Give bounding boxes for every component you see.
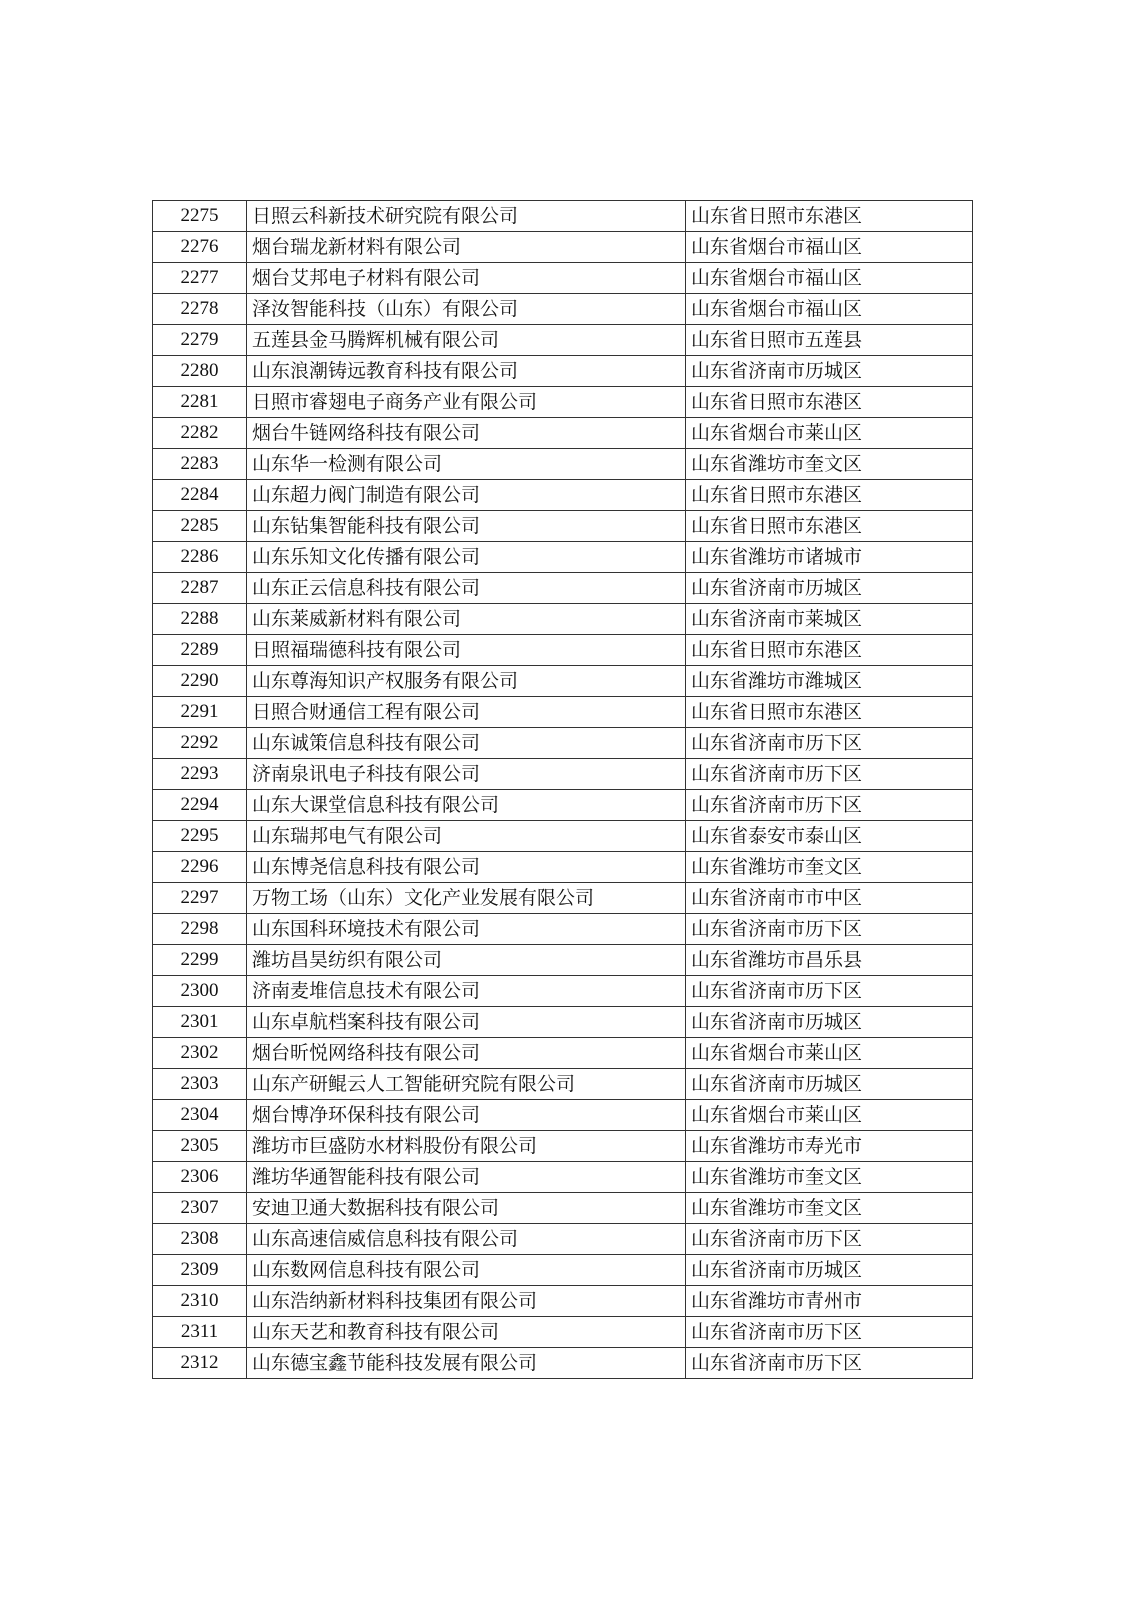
row-number-cell: 2279: [153, 325, 247, 356]
table-row: [153, 1286, 973, 1317]
company-name-cell: 山东天艺和教育科技有限公司: [247, 1317, 686, 1348]
location-cell: 山东省烟台市福山区: [686, 263, 973, 294]
row-number-cell: 2288: [153, 604, 247, 635]
company-name-cell: 万物工场（山东）文化产业发展有限公司: [247, 883, 686, 914]
company-name-cell: 烟台艾邦电子材料有限公司: [247, 263, 686, 294]
row-number-cell: 2286: [153, 542, 247, 573]
location-cell: 山东省日照市东港区: [686, 387, 973, 418]
row-number-cell: 2310: [153, 1286, 247, 1317]
row-number-cell: 2301: [153, 1007, 247, 1038]
company-name-cell: 潍坊华通智能科技有限公司: [247, 1162, 686, 1193]
company-name-cell: 山东德宝鑫节能科技发展有限公司: [247, 1348, 686, 1379]
company-name-cell: 五莲县金马腾辉机械有限公司: [247, 325, 686, 356]
table-row: [153, 387, 973, 418]
company-name-cell: 山东华一检测有限公司: [247, 449, 686, 480]
location-cell: 山东省潍坊市潍城区: [686, 666, 973, 697]
location-cell: 山东省潍坊市青州市: [686, 1286, 973, 1317]
company-name-cell: 山东瑞邦电气有限公司: [247, 821, 686, 852]
table-row: [153, 1007, 973, 1038]
location-cell: 山东省潍坊市奎文区: [686, 852, 973, 883]
location-cell: 山东省烟台市莱山区: [686, 1100, 973, 1131]
location-cell: 山东省济南市历城区: [686, 1007, 973, 1038]
location-cell: 山东省济南市历下区: [686, 728, 973, 759]
table-row: [153, 542, 973, 573]
table-row: [153, 759, 973, 790]
table-row: [153, 1131, 973, 1162]
company-name-cell: 安迪卫通大数据科技有限公司: [247, 1193, 686, 1224]
row-number-cell: 2299: [153, 945, 247, 976]
location-cell: 山东省烟台市福山区: [686, 232, 973, 263]
table-row: [153, 635, 973, 666]
row-number-cell: 2302: [153, 1038, 247, 1069]
table-row: [153, 1348, 973, 1379]
company-name-cell: 日照福瑞德科技有限公司: [247, 635, 686, 666]
company-name-cell: 山东博尧信息科技有限公司: [247, 852, 686, 883]
location-cell: 山东省日照市东港区: [686, 201, 973, 232]
location-cell: 山东省济南市历下区: [686, 790, 973, 821]
table-row: [153, 976, 973, 1007]
row-number-cell: 2282: [153, 418, 247, 449]
row-number-cell: 2277: [153, 263, 247, 294]
location-cell: 山东省日照市东港区: [686, 697, 973, 728]
row-number-cell: 2308: [153, 1224, 247, 1255]
company-name-cell: 烟台昕悦网络科技有限公司: [247, 1038, 686, 1069]
table-row: [153, 790, 973, 821]
company-name-cell: 山东正云信息科技有限公司: [247, 573, 686, 604]
row-number-cell: 2311: [153, 1317, 247, 1348]
company-name-cell: 泽汝智能科技（山东）有限公司: [247, 294, 686, 325]
table-row: [153, 1193, 973, 1224]
table-row: [153, 1038, 973, 1069]
row-number-cell: 2307: [153, 1193, 247, 1224]
table-row: [153, 356, 973, 387]
table-row: [153, 232, 973, 263]
table-row: [153, 418, 973, 449]
location-cell: 山东省潍坊市寿光市: [686, 1131, 973, 1162]
location-cell: 山东省烟台市莱山区: [686, 418, 973, 449]
row-number-cell: 2312: [153, 1348, 247, 1379]
company-name-cell: 潍坊市巨盛防水材料股份有限公司: [247, 1131, 686, 1162]
table-row: [153, 263, 973, 294]
location-cell: 山东省济南市历下区: [686, 1224, 973, 1255]
location-cell: 山东省济南市历城区: [686, 356, 973, 387]
table-row: [153, 511, 973, 542]
table-row: [153, 604, 973, 635]
company-name-cell: 日照市睿翅电子商务产业有限公司: [247, 387, 686, 418]
location-cell: 山东省济南市历城区: [686, 1069, 973, 1100]
location-cell: 山东省济南市历下区: [686, 1317, 973, 1348]
company-name-cell: 济南泉讯电子科技有限公司: [247, 759, 686, 790]
row-number-cell: 2287: [153, 573, 247, 604]
location-cell: 山东省日照市东港区: [686, 635, 973, 666]
table-row: [153, 294, 973, 325]
row-number-cell: 2306: [153, 1162, 247, 1193]
row-number-cell: 2275: [153, 201, 247, 232]
table-row: [153, 666, 973, 697]
company-name-cell: 山东钻集智能科技有限公司: [247, 511, 686, 542]
company-name-cell: 山东高速信威信息科技有限公司: [247, 1224, 686, 1255]
location-cell: 山东省济南市历城区: [686, 1255, 973, 1286]
company-name-cell: 山东浪潮铸远教育科技有限公司: [247, 356, 686, 387]
table-row: [153, 480, 973, 511]
location-cell: 山东省济南市历下区: [686, 759, 973, 790]
company-name-cell: 山东乐知文化传播有限公司: [247, 542, 686, 573]
location-cell: 山东省日照市五莲县: [686, 325, 973, 356]
company-name-cell: 潍坊昌昊纺织有限公司: [247, 945, 686, 976]
row-number-cell: 2304: [153, 1100, 247, 1131]
company-name-cell: 山东大课堂信息科技有限公司: [247, 790, 686, 821]
company-name-cell: 山东卓航档案科技有限公司: [247, 1007, 686, 1038]
location-cell: 山东省济南市历城区: [686, 573, 973, 604]
location-cell: 山东省潍坊市诸城市: [686, 542, 973, 573]
table-row: [153, 728, 973, 759]
row-number-cell: 2305: [153, 1131, 247, 1162]
row-number-cell: 2303: [153, 1069, 247, 1100]
company-name-cell: 山东莱威新材料有限公司: [247, 604, 686, 635]
location-cell: 山东省日照市东港区: [686, 511, 973, 542]
company-name-cell: 山东诚策信息科技有限公司: [247, 728, 686, 759]
company-name-cell: 日照云科新技术研究院有限公司: [247, 201, 686, 232]
table-row: [153, 449, 973, 480]
table-row: [153, 883, 973, 914]
table-row: [153, 914, 973, 945]
table-row: [153, 1162, 973, 1193]
company-name-cell: 烟台瑞龙新材料有限公司: [247, 232, 686, 263]
table-row: [153, 821, 973, 852]
table-row: [153, 201, 973, 232]
company-name-cell: 烟台博净环保科技有限公司: [247, 1100, 686, 1131]
location-cell: 山东省济南市莱城区: [686, 604, 973, 635]
table-row: [153, 945, 973, 976]
company-name-cell: 山东国科环境技术有限公司: [247, 914, 686, 945]
row-number-cell: 2283: [153, 449, 247, 480]
row-number-cell: 2298: [153, 914, 247, 945]
table-row: [153, 1317, 973, 1348]
row-number-cell: 2291: [153, 697, 247, 728]
row-number-cell: 2295: [153, 821, 247, 852]
table-row: [153, 697, 973, 728]
table-row: [153, 325, 973, 356]
location-cell: 山东省济南市历下区: [686, 1348, 973, 1379]
row-number-cell: 2300: [153, 976, 247, 1007]
table-row: [153, 1255, 973, 1286]
row-number-cell: 2284: [153, 480, 247, 511]
location-cell: 山东省潍坊市奎文区: [686, 1162, 973, 1193]
location-cell: 山东省泰安市泰山区: [686, 821, 973, 852]
table-row: [153, 852, 973, 883]
row-number-cell: 2276: [153, 232, 247, 263]
company-name-cell: 日照合财通信工程有限公司: [247, 697, 686, 728]
row-number-cell: 2290: [153, 666, 247, 697]
row-number-cell: 2309: [153, 1255, 247, 1286]
company-name-cell: 山东产研鲲云人工智能研究院有限公司: [247, 1069, 686, 1100]
row-number-cell: 2278: [153, 294, 247, 325]
location-cell: 山东省烟台市福山区: [686, 294, 973, 325]
company-name-cell: 山东数网信息科技有限公司: [247, 1255, 686, 1286]
row-number-cell: 2294: [153, 790, 247, 821]
company-name-cell: 济南麦堆信息技术有限公司: [247, 976, 686, 1007]
table-row: [153, 573, 973, 604]
table-row: [153, 1224, 973, 1255]
table-row: [153, 1069, 973, 1100]
location-cell: 山东省济南市市中区: [686, 883, 973, 914]
row-number-cell: 2293: [153, 759, 247, 790]
location-cell: 山东省日照市东港区: [686, 480, 973, 511]
location-cell: 山东省烟台市莱山区: [686, 1038, 973, 1069]
row-number-cell: 2281: [153, 387, 247, 418]
company-list-table: [152, 200, 973, 1379]
row-number-cell: 2297: [153, 883, 247, 914]
company-name-cell: 山东超力阀门制造有限公司: [247, 480, 686, 511]
company-name-cell: 山东尊海知识产权服务有限公司: [247, 666, 686, 697]
company-list-body: [153, 201, 973, 1379]
location-cell: 山东省潍坊市昌乐县: [686, 945, 973, 976]
location-cell: 山东省潍坊市奎文区: [686, 449, 973, 480]
row-number-cell: 2292: [153, 728, 247, 759]
table-row: [153, 1100, 973, 1131]
company-name-cell: 山东浩纳新材料科技集团有限公司: [247, 1286, 686, 1317]
row-number-cell: 2280: [153, 356, 247, 387]
location-cell: 山东省潍坊市奎文区: [686, 1193, 973, 1224]
row-number-cell: 2285: [153, 511, 247, 542]
row-number-cell: 2296: [153, 852, 247, 883]
location-cell: 山东省济南市历下区: [686, 914, 973, 945]
company-name-cell: 烟台牛链网络科技有限公司: [247, 418, 686, 449]
row-number-cell: 2289: [153, 635, 247, 666]
location-cell: 山东省济南市历下区: [686, 976, 973, 1007]
